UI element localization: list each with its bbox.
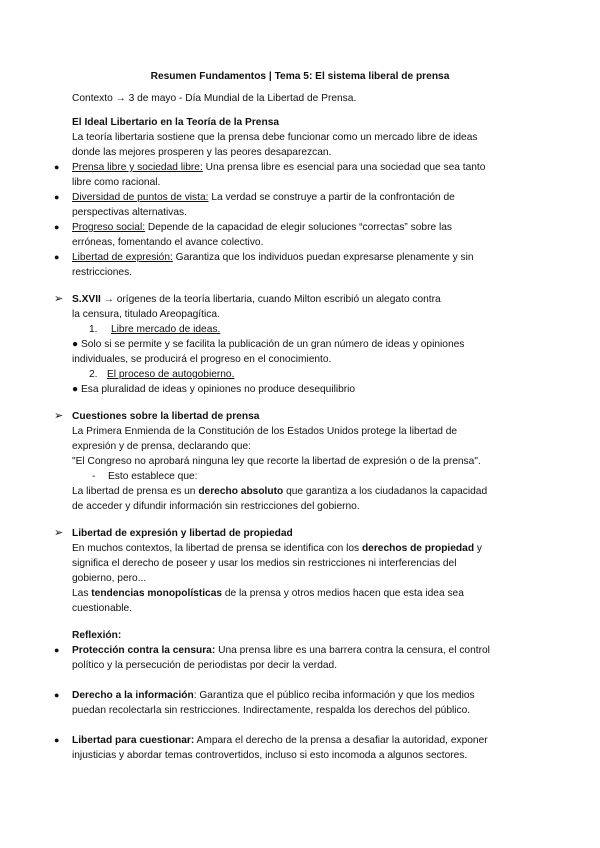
list-number: 1. (89, 324, 98, 335)
arrow-bullet-icon: ➢ (54, 410, 64, 422)
propiedad-line-3: gobierno, pero... (72, 573, 147, 584)
arrow-bullet-icon: ➢ (54, 527, 64, 539)
bullet-dot: ● (54, 252, 60, 262)
propiedad-line-4 (72, 586, 464, 601)
bullet-text: Ampara el derecho de la prensa a desafiar la autoridad, exponer (194, 735, 488, 746)
ideal-bullet-1 (72, 160, 485, 175)
bullet-dot: ● (54, 735, 60, 745)
bullet-continuation: puedan recolectarla sin restricciones. Indirectamente, respalda los derechos del público. (72, 705, 471, 716)
emphasis-span: derecho absoluto (198, 486, 284, 497)
ideal-bullet-2 (72, 190, 455, 205)
ideal-intro-line-1: La teoría libertaria sostiene que la prensa debe funcionar como un mercado libre de ideas (72, 132, 478, 143)
bullet-text: Garantiza que los individuos puedan expresarse plenamente y sin (172, 252, 474, 263)
bullet-continuation: restricciones. (72, 267, 133, 278)
bullet-continuation: político y la persecución de periodistas por decir la verdad. (72, 660, 338, 671)
text-span: En muchos contextos, la libertad de prensa se identifica con los (72, 543, 362, 554)
cuestiones-final-line-1 (72, 484, 487, 499)
ideal-bullet-3 (72, 220, 452, 235)
bullet-text: Depende de la capacidad de elegir soluciones “correctas” sobre las (145, 222, 452, 233)
bullet-label: Derecho a la información (72, 690, 194, 701)
bullet-dot: ● (54, 192, 60, 202)
emphasis-span: derechos de propiedad (361, 543, 475, 554)
propiedad-line-2: significa el derecho de poseer y usar los medios sin restricciones ni interferencias del (72, 558, 457, 569)
ideal-intro-line-2: donde las mejores prosperen y las peores desaparezcan. (72, 147, 332, 158)
list-number: 2. (89, 369, 98, 380)
bullet-text: : Garantiza que el público reciba información y que los medios (193, 690, 475, 701)
cuestiones-dash-text: Esto establece que: (108, 471, 198, 482)
bullet-continuation: erróneas, fomentando el avance colectivo. (72, 237, 264, 248)
reflexion-item-1 (72, 643, 490, 658)
ideal-bullet-4 (72, 250, 474, 265)
propiedad-line-5: cuestionable. (72, 603, 133, 614)
bullet-text: Una prensa libre es esencial para una sociedad que sea tanto (202, 162, 486, 173)
cuestiones-line-2: expresión y de prensa, declarando que: (72, 441, 251, 452)
bullet-dot: ● (54, 645, 60, 655)
sxvii-line-2: la censura, titulado Areopagítica. (72, 309, 220, 320)
emphasis-span: tendencias monopolísticas (91, 588, 223, 599)
propiedad-line-1 (72, 541, 482, 556)
text-span: La libertad de prensa es un (72, 486, 199, 497)
cuestiones-line-1: La Primera Enmienda de la Constitución de los Estados Unidos protege la libertad de (72, 426, 458, 437)
sxvii-point-1-line-2: individuales, se producirá el progreso en el conocimiento. (72, 354, 332, 365)
numbered-item-2: El proceso de autogobierno. (107, 369, 235, 380)
sxvii-text: → orígenes de la teoría libertaria, cuando Milton escribió un alegato contra (100, 294, 441, 305)
bullet-label: Libertad de expresión: (72, 252, 173, 263)
bullet-label: Progreso social: (72, 222, 146, 233)
section-heading-reflexion: Reflexión: (72, 630, 122, 641)
page-title: Resumen Fundamentos | Tema 5: El sistema liberal de prensa (150, 71, 450, 82)
arrow-bullet-icon: ➢ (54, 293, 64, 305)
bullet-continuation: perspectivas alternativas. (72, 207, 187, 218)
sxvii-line-1 (72, 292, 441, 307)
section-heading-cuestiones: Cuestiones sobre la libertad de prensa (72, 411, 260, 422)
bullet-dot: ● (54, 162, 60, 172)
context-line: Contexto → 3 de mayo - Día Mundial de la Libertad de Prensa. (72, 93, 357, 104)
reflexion-item-2 (72, 688, 475, 703)
bullet-text: La verdad se construye a partir de la confrontación de (208, 192, 455, 203)
bullet-label: Libertad para cuestionar: (72, 735, 195, 746)
bullet-dot: ● (54, 222, 60, 232)
text-span: que garantiza a los ciudadanos la capacidad (283, 486, 488, 497)
sxvii-point-1-line-1: ● Solo si se permite y se facilita la publicación de un gran número de ideas y opiniones (72, 339, 465, 350)
numbered-item-1: Libre mercado de ideas. (111, 324, 221, 335)
bullet-label: Protección contra la censura: (72, 645, 216, 656)
bullet-label: Diversidad de puntos de vista: (72, 192, 209, 203)
bullet-continuation: libre como racional. (72, 177, 161, 188)
bullet-dot: ● (54, 690, 60, 700)
bullet-continuation: injusticias y abordar temas controvertidos, incluso si esto incomoda a algunos sectores. (72, 750, 468, 761)
cuestiones-final-line-2: de acceder y difundir información sin restricciones del gobierno. (72, 501, 360, 512)
text-span: y (474, 543, 482, 554)
cuestiones-quote: "El Congreso no aprobará ninguna ley que recorte la libertad de expresión o de la prensa". (72, 456, 481, 467)
bullet-label: Prensa libre y sociedad libre: (72, 162, 203, 173)
reflexion-item-3 (72, 733, 488, 748)
section-heading-propiedad: Libertad de expresión y libertad de propiedad (72, 528, 293, 539)
text-span: de la prensa y otros medios hacen que esta idea sea (222, 588, 464, 599)
sxvii-label: S.XVII (72, 294, 101, 305)
sxvii-point-2: ● Esa pluralidad de ideas y opiniones no produce desequilibrio (72, 384, 356, 395)
bullet-text: Una prensa libre es una barrera contra la censura, el control (215, 645, 490, 656)
text-span: Las (72, 588, 92, 599)
section-heading-ideal: El Ideal Libertario en la Teoría de la Prensa (72, 117, 280, 128)
dash-bullet: - (92, 471, 96, 482)
